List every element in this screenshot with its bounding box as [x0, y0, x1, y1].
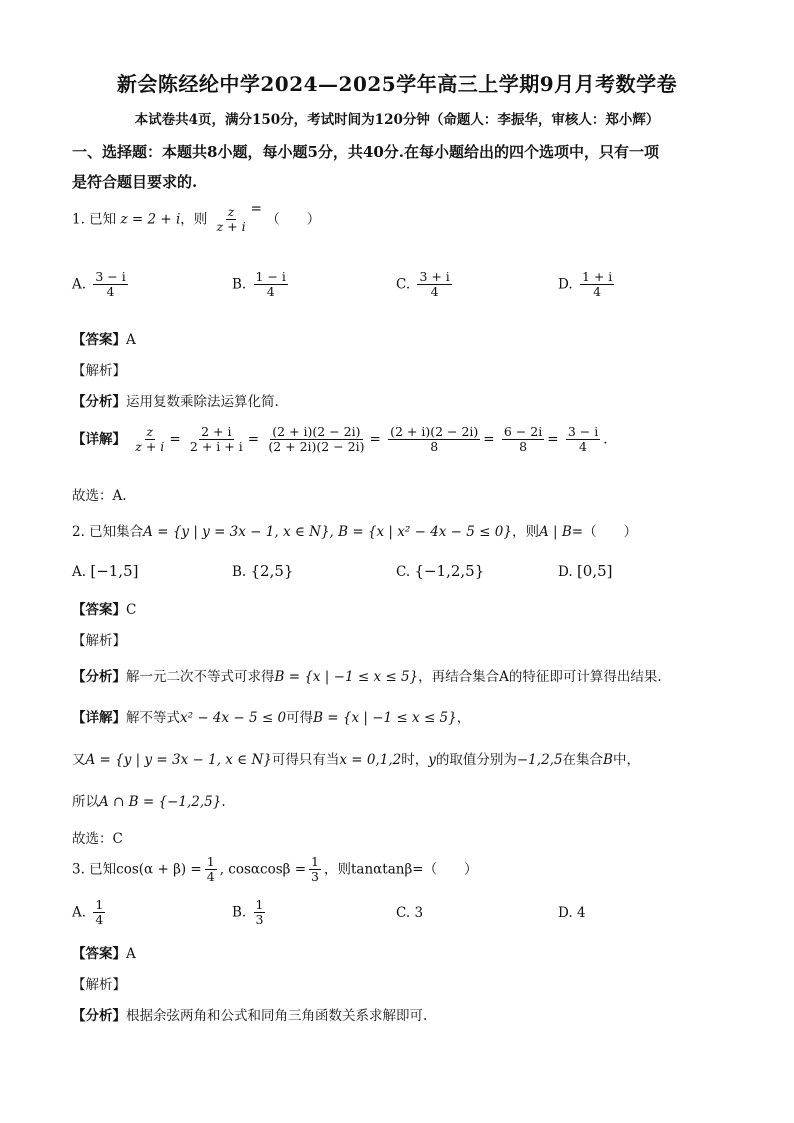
q1-option-d-label: D. — [558, 276, 573, 293]
q2-fenxi-math: B = {x | −1 ≤ x ≤ 5} — [274, 669, 419, 685]
q1-detail-step-6-num: 3 − i — [567, 424, 599, 439]
q2-sets: A = {y | y = 3x − 1, x ∈ N}, B = {x | x² − 4x − 5 ≤ 0} — [143, 524, 512, 540]
q3-frac-2-den: 3 — [311, 869, 319, 885]
q2-d3-m: A ∩ B = {−1,2,5} — [99, 794, 222, 810]
q2-option-d-label: D. — [558, 564, 573, 580]
q2-d3-b: . — [221, 794, 226, 810]
q2-detail-line1 — [72, 706, 470, 726]
q1-expression — [215, 205, 248, 235]
q1-option-b-num: 1 − i — [255, 269, 286, 284]
q3-fenxi — [72, 1004, 427, 1024]
q1-fenxi-text: 运用复数乘除法运算化简. — [126, 394, 279, 410]
q1-expr-den: z + i — [216, 219, 246, 235]
q1-detail-step-3 — [266, 425, 366, 455]
q2-d2-d: 的取值分别为 — [435, 752, 517, 768]
q3-tan: tanαtanβ — [351, 861, 413, 878]
section-header-line1: 一、选择题：本题共8小题，每小题5分，共40分.在每小题给出的四个选项中，只有一项 — [72, 143, 659, 161]
q2-option-b-label: B. — [232, 564, 247, 580]
q3-answer-tag: 【答案】 — [72, 946, 126, 962]
q1-option-b-value — [254, 270, 288, 300]
q2-option-a-value: [−1,5] — [90, 562, 139, 580]
q1-detail-step-4 — [388, 425, 480, 455]
q1-detail-step-5-den: 8 — [519, 439, 528, 455]
q1-given: z = 2 + i — [120, 211, 181, 228]
q1-detail-step-2-den: 2 + i + i — [189, 439, 243, 455]
q3-stem-b: ，则 — [324, 861, 351, 878]
q2-set-expr: A | B — [538, 524, 572, 540]
q2-option-c — [396, 562, 484, 580]
section-header-line2: 是符合题目要求的. — [72, 173, 198, 191]
q2-option-b — [232, 562, 293, 580]
q3-stem-a: 3. 已知 — [72, 861, 117, 878]
page-title: 新会陈经纶中学2024—2025学年高三上学期9月月考数学卷 — [116, 72, 678, 96]
q2-detail-tag: 【详解】 — [72, 710, 126, 726]
q3-option-a-num: 1 — [95, 897, 104, 912]
q3-option-a-value — [93, 898, 105, 928]
q2-stem-a: 2. 已知集合 — [72, 524, 144, 540]
q1-detail-step-4-den: 8 — [430, 439, 439, 455]
q3-frac-2 — [309, 855, 321, 885]
q3-analysis-tag: 【解析】 — [72, 977, 126, 993]
q1-paren: （ ） — [266, 211, 321, 228]
q1-detail-step-1 — [133, 425, 166, 455]
q2-conclusion: 故选：C — [72, 831, 123, 847]
q2-d2-e: 在集合 — [562, 752, 604, 768]
question-3-stem — [72, 855, 478, 885]
q2-d2-m1: A = {y | y = 3x − 1, x ∈ N} — [85, 752, 272, 768]
q1-detail-tag: 【详解】 — [72, 431, 126, 448]
q2-d2-m5: B — [603, 752, 613, 768]
q1-detail-step-5-num: 6 − 2i — [503, 424, 543, 439]
q1-option-a-num: 3 − i — [95, 269, 126, 284]
q1-detail-step-6-den: 4 — [579, 439, 587, 455]
q1-detail-step-2 — [188, 425, 245, 455]
q3-answer — [72, 942, 136, 962]
q1-option-d-num: 1 + i — [581, 269, 613, 284]
q3-option-a-label: A. — [72, 904, 87, 921]
q2-detail-line2 — [72, 748, 640, 768]
q1-option-b-label: B. — [232, 276, 247, 293]
q2-fenxi-a: 解一元二次不等式可求得 — [126, 669, 275, 685]
q2-option-a-label: A. — [72, 564, 87, 580]
q1-fenxi-tag: 【分析】 — [72, 394, 126, 410]
q3-cos-prod: , cosαcosβ = — [219, 861, 307, 878]
q1-detail-step-4-num: (2 + i)(2 − 2i) — [390, 424, 479, 439]
q2-d1-c: ， — [456, 710, 471, 726]
q3-option-d — [558, 905, 586, 921]
q2-option-d — [558, 562, 613, 580]
q3-option-c-value: 3 — [414, 905, 424, 921]
q3-frac-2-num: 1 — [311, 854, 319, 869]
q1-option-c-label: C. — [396, 276, 411, 293]
q2-fenxi-tag: 【分析】 — [72, 669, 126, 685]
q1-detail-step-5 — [502, 425, 544, 455]
q2-d3-a: 所以 — [72, 794, 99, 810]
q1-prefix: 1. 已知 — [72, 211, 117, 228]
q2-d2-m2: x = 0,1,2 — [339, 752, 402, 768]
q3-option-d-value: 4 — [576, 905, 586, 921]
q3-frac-1 — [205, 855, 217, 885]
q1-analysis-tag: 【解析】 — [72, 363, 126, 379]
q1-mid: ，则 — [180, 211, 208, 228]
q3-stem-c: =（ ） — [412, 861, 478, 878]
q3-cos-sum: cos(α + β) = — [116, 861, 202, 878]
q1-eq: = — [250, 201, 262, 218]
q1-option-a-label: A. — [72, 276, 87, 293]
q1-detail-step-3-den: (2 + 2i)(2 − 2i) — [268, 439, 365, 455]
q2-d2-b: 可得只有当 — [271, 752, 340, 768]
q2-answer — [72, 598, 136, 618]
q3-option-b-num: 1 — [255, 897, 264, 912]
q3-option-a-den: 4 — [95, 912, 104, 928]
q3-fenxi-text: 根据余弦两角和公式和同角三角函数关系求解即可. — [126, 1008, 428, 1024]
q1-option-a — [72, 270, 131, 300]
q2-d2-m3: y — [428, 752, 436, 768]
q1-detail-step-1-den: z + i — [135, 439, 165, 455]
question-2-stem — [72, 520, 637, 540]
q2-d2-a: 又 — [72, 752, 86, 768]
q2-stem-b: ，则 — [511, 524, 539, 540]
q2-d2-c: 时， — [401, 752, 429, 768]
q3-frac-1-den: 4 — [206, 869, 215, 885]
q1-option-b — [232, 270, 291, 300]
q1-fenxi — [72, 390, 279, 410]
q3-option-c-label: C. — [396, 905, 411, 921]
q1-expr-num: z — [227, 204, 235, 219]
q2-detail-line3 — [72, 790, 226, 810]
q3-option-c — [396, 905, 423, 921]
q3-option-b-den: 3 — [255, 912, 264, 928]
q2-d1-b: 可得 — [286, 710, 314, 726]
q2-option-d-value: [0,5] — [576, 562, 613, 580]
q1-option-c-value — [417, 270, 451, 300]
q3-option-d-label: D. — [558, 905, 573, 921]
q2-option-c-value: {−1,2,5} — [414, 562, 485, 580]
q2-d1-a: 解不等式 — [126, 710, 180, 726]
q1-detail-step-2-num: 2 + i — [201, 424, 232, 439]
q1-answer-value: A — [126, 332, 136, 348]
q3-option-b-value — [254, 898, 266, 928]
q1-option-c-num: 3 + i — [419, 269, 450, 284]
q2-d2-f: 中， — [612, 752, 640, 768]
q1-option-a-den: 4 — [106, 284, 115, 300]
q1-option-b-den: 4 — [266, 284, 275, 300]
q1-option-d-value — [580, 270, 614, 300]
q2-analysis-tag: 【解析】 — [72, 633, 126, 649]
q2-option-c-label: C. — [396, 564, 411, 580]
q1-option-c-den: 4 — [430, 284, 439, 300]
exam-info: 本试卷共4页，满分150分，考试时间为120分钟（命题人：李振华，审核人：郑小辉） — [134, 112, 660, 128]
q3-option-a — [72, 898, 108, 928]
q1-detail-step-1-num: z — [146, 424, 154, 439]
q2-option-b-value: {2,5} — [250, 562, 294, 580]
q3-option-b — [232, 898, 268, 928]
q1-option-d-den: 4 — [593, 284, 602, 300]
question-1-stem — [72, 201, 321, 235]
q1-detail-step-3-num: (2 + i)(2 − 2i) — [272, 424, 361, 439]
q1-option-d — [558, 270, 617, 300]
q1-option-a-value — [93, 270, 127, 300]
q1-detail: 【详解】 $\frac{z}{z + i}$ = $\frac{2 + i}{2 + i + i}$ = $\frac{(2 + i)(2 - 2i)}{(2 + 2i)(2 - 2i)}$ = $\frac{(2 + i)(2 - 2i)}{8}$ = $\frac{6 - 2i}{8}$ = $\frac{3 - i}{4}$ . — [72, 424, 608, 455]
q2-d1-m2: B = {x | −1 ≤ x ≤ 5} — [313, 710, 457, 726]
q1-answer-tag: 【答案】 — [72, 332, 126, 348]
q2-option-a — [72, 562, 138, 580]
q2-answer-value: C — [126, 602, 137, 618]
q1-conclusion: 故选：A. — [72, 488, 127, 504]
q1-option-c — [396, 270, 455, 300]
q3-answer-value: A — [126, 946, 136, 962]
q2-fenxi-b: ，再结合集合A的特征即可计算得出结果. — [418, 669, 662, 685]
q2-d1-m1: x² − 4x − 5 ≤ 0 — [180, 710, 287, 726]
q2-answer-tag: 【答案】 — [72, 602, 126, 618]
q3-frac-1-num: 1 — [206, 854, 215, 869]
q3-option-b-label: B. — [232, 904, 247, 921]
q1-answer — [72, 328, 136, 348]
q2-stem-c: =（ ） — [571, 524, 638, 540]
q2-d2-m4: −1,2,5 — [516, 752, 563, 768]
q2-fenxi — [72, 665, 662, 685]
q3-fenxi-tag: 【分析】 — [72, 1008, 126, 1024]
q1-detail-step-6 — [566, 425, 600, 455]
